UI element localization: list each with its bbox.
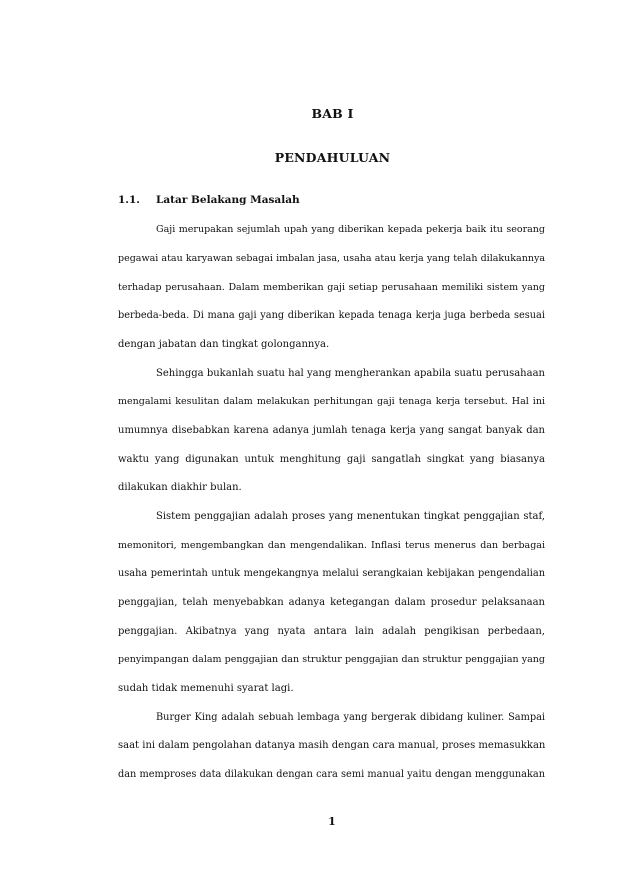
paragraph-line: dilakukan diakhir bulan. (118, 482, 242, 493)
paragraph-line: mengalami kesulitan dalam melakukan perhitungan gaji tenaga kerja tersebut. Hal ini (118, 396, 545, 407)
paragraph-line: Gaji merupakan sejumlah upah yang diberikan kepada pekerja baik itu seorang (156, 224, 545, 235)
chapter-number: BAB I (311, 106, 354, 121)
paragraph-line: Sistem penggajian adalah proses yang menentukan tingkat penggajian staf, (156, 511, 545, 522)
section-number: 1.1. (118, 194, 140, 206)
paragraph-line: usaha pemerintah untuk mengekangnya melalui serangkaian kebijakan pengendalian (118, 568, 545, 579)
paragraph-line: pegawai atau karyawan sebagai imbalan jasa, usaha atau kerja yang telah dilakukannya (118, 253, 545, 264)
paragraph-line: sudah tidak memenuhi syarat lagi. (118, 683, 294, 694)
paragraph-line: dan memproses data dilakukan dengan cara semi manual yaitu dengan menggunakan (118, 769, 545, 780)
section-title: Latar Belakang Masalah (156, 194, 300, 206)
paragraph-line: terhadap perusahaan. Dalam memberikan gaji setiap perusahaan memiliki sistem yang (118, 282, 545, 293)
section-heading (118, 194, 300, 206)
paragraph-line: Burger King adalah sebuah lembaga yang bergerak dibidang kuliner. Sampai (156, 712, 545, 723)
paragraph-line: Sehingga bukanlah suatu hal yang mengherankan apabila suatu perusahaan (156, 368, 545, 379)
paragraph-line: penggajian. Akibatnya yang nyata antara lain adalah pengikisan perbedaan, (118, 626, 545, 637)
chapter-title: PENDAHULUAN (274, 150, 391, 165)
paragraph-line: penyimpangan dalam penggajian dan struktur penggajian dan struktur penggajian yang (118, 654, 545, 665)
paragraph-line: dengan jabatan dan tingkat golongannya. (118, 339, 330, 350)
page-number: 1 (328, 815, 336, 828)
paragraph-line: saat ini dalam pengolahan datanya masih dengan cara manual, proses memasukkan (118, 740, 546, 751)
paragraph-line: penggajian, telah menyebabkan adanya ketegangan dalam prosedur pelaksanaan (118, 597, 545, 608)
paragraph-line: memonitori, mengembangkan dan mengendalikan. Inflasi terus menerus dan berbagai (118, 540, 545, 551)
paragraph-line: berbeda-beda. Di mana gaji yang diberikan kepada tenaga kerja juga berbeda sesuai (118, 310, 545, 321)
paragraph-line: umumnya disebabkan karena adanya jumlah tenaga kerja yang sangat banyak dan (118, 425, 545, 436)
paragraph-line: waktu yang digunakan untuk menghitung gaji sangatlah singkat yang biasanya (118, 454, 545, 465)
